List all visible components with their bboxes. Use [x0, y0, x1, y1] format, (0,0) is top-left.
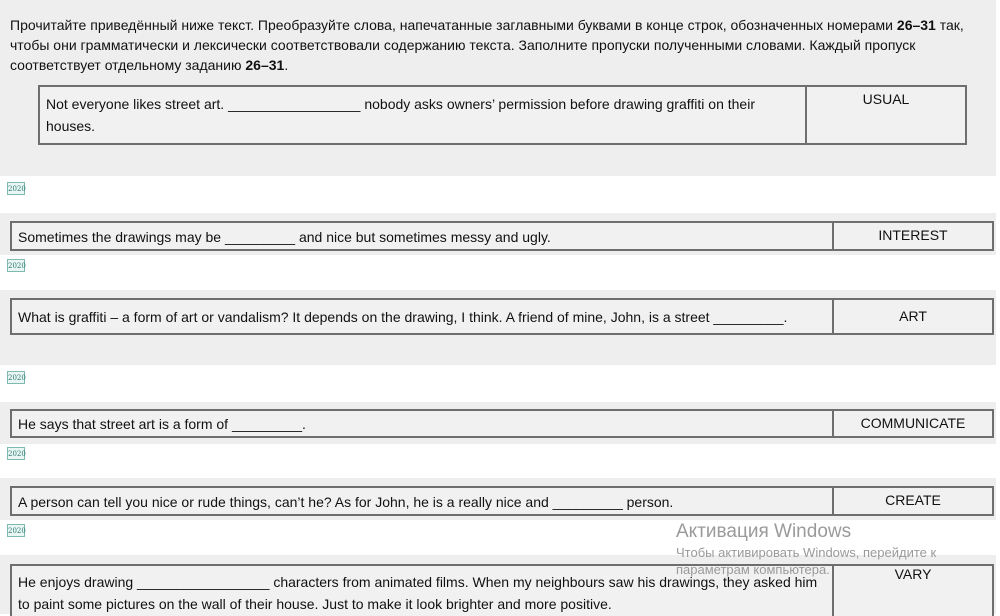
task-row-2: [10, 221, 994, 251]
year-badge-icon[interactable]: 2020: [7, 447, 25, 460]
task-text-6: He enjoys drawing _________________ characters from animated films. When my neighbours saw his drawings, they asked him to paint some pictures on the wall of their house. Just to make it look brighter and more positive.: [12, 566, 834, 616]
task-text-5: A person can tell you nice or rude things, can’t he? As for John, he is a really nice and _________ person.: [12, 488, 834, 514]
instructions-part1: Прочитайте приведённый ниже текст. Преобразуйте слова, напечатанные заглавными буквами в конце строк, обозначенных номерами: [10, 17, 897, 33]
watermark-line-2: параметрам компьютера.: [676, 562, 830, 577]
year-badge-icon[interactable]: 2020: [7, 259, 25, 272]
task-text-4: He says that street art is a form of _________.: [12, 411, 834, 436]
instructions-range1: 26–31: [896, 17, 936, 33]
task-row-1: [38, 85, 967, 145]
task-row-4: [10, 409, 994, 438]
year-badge-icon[interactable]: 2020: [7, 182, 25, 195]
task-text-3: What is graffiti – a form of art or vandalism? It depends on the drawing, I think. A friend of mine, John, is a street _________.: [12, 300, 834, 333]
task-word-3: ART: [899, 308, 927, 324]
task-text-1: Not everyone likes street art. _________________ nobody asks owners’ permission before drawing graffiti on their houses.: [40, 87, 807, 143]
year-badge-icon[interactable]: 2020: [7, 524, 25, 537]
task-row-6: [10, 564, 994, 616]
instructions-part3: .: [284, 57, 289, 73]
task-word-2: INTEREST: [878, 227, 948, 243]
task-word-4: COMMUNICATE: [860, 415, 966, 431]
instructions-range2: 26–31: [245, 57, 285, 73]
task-text-2: Sometimes the drawings may be _________ and nice but sometimes messy and ugly.: [12, 223, 834, 249]
task-word-1: USUAL: [862, 91, 910, 107]
instructions-text: [10, 15, 990, 75]
task-word-6: VARY: [894, 566, 932, 582]
watermark-line-1: Чтобы активировать Windows, перейдите к: [676, 545, 937, 560]
task-word-5: CREATE: [885, 492, 941, 508]
watermark-title: Активация Windows: [676, 521, 852, 542]
task-row-3: [10, 298, 994, 335]
task-row-5: [10, 486, 994, 516]
year-badge-icon[interactable]: 2020: [7, 371, 25, 384]
instructions-part2: так, чтобы они грамматически и лексически соответствовали содержанию текста. Заполните пропуски полученными словами. Каждый пропуск соответствует отдельному заданию: [10, 17, 964, 73]
